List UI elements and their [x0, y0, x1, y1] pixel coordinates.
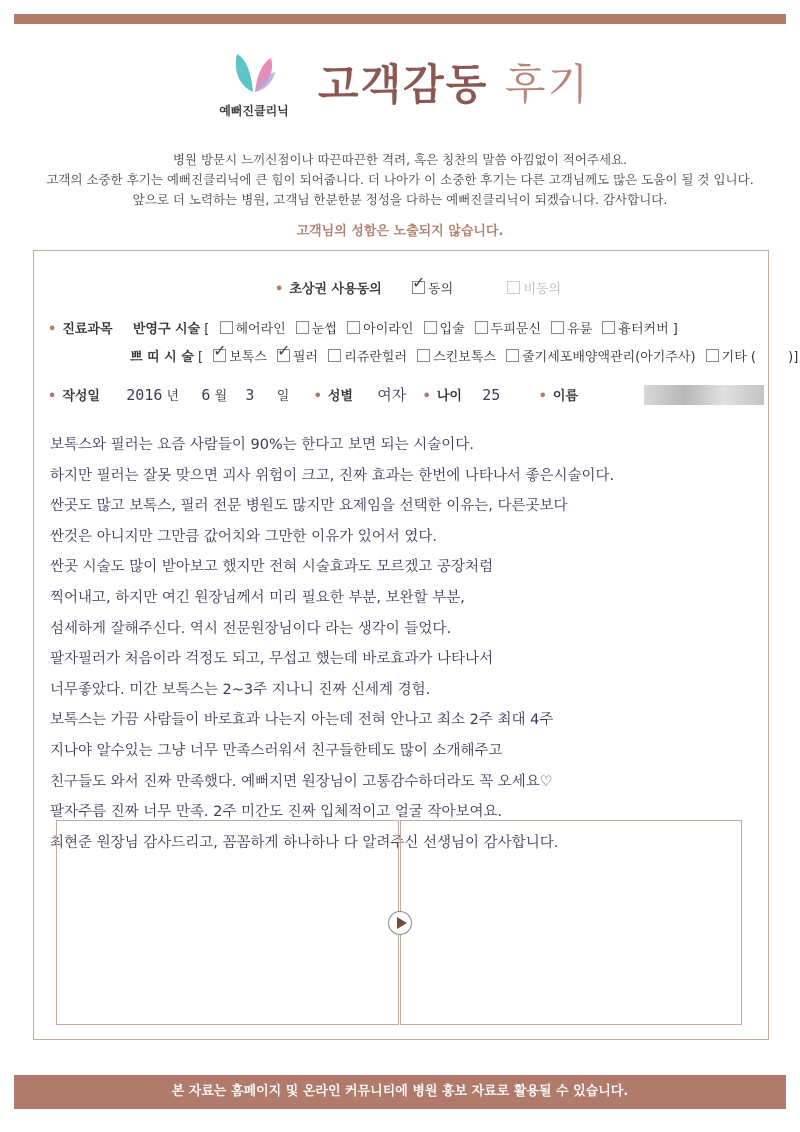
year-value[interactable]: 2016 [126, 386, 163, 404]
option-eyebrow: 눈썹 [311, 322, 337, 337]
title-main: 고객감동 [318, 60, 489, 109]
info-row: • 작성일 2016 년 6 월 3 일 • 성별 여자 • 나이 25 • 이름 [48, 384, 764, 405]
option-scalp: 두피문신 [490, 322, 542, 337]
play-arrow-icon [388, 911, 412, 935]
review-line: 지나야 알수있는 그냥 너무 만족스러워서 친구들한테도 많이 소개해주고 [50, 742, 503, 759]
month-value[interactable]: 6 [201, 386, 211, 404]
title-sub: 후기 [504, 60, 591, 109]
option-areola: 유륜 [567, 322, 593, 337]
footer-note: 본 자료는 홈페이지 및 온라인 커뮤니티에 병원 홍보 자료로 활용될 수 있습니다. [14, 1075, 786, 1109]
consent-row: • 초상권 사용동의 ✓ 동의 비동의 [275, 278, 561, 297]
checkbox-stem-cell[interactable] [506, 349, 519, 362]
checkbox-rejuran[interactable] [328, 349, 341, 362]
consent-disagree-checkbox[interactable] [507, 281, 520, 294]
name-redacted [644, 385, 764, 405]
year-unit: 년 [166, 389, 180, 404]
option-botox: 보톡스 [229, 350, 267, 365]
review-line: 싼곳도 많고 보톡스, 필러 전문 병원도 많지만 요제임을 선택한 이유는, 다른곳보다 [50, 498, 568, 515]
checkbox-areola[interactable] [551, 321, 564, 334]
review-line: 보톡스는 가끔 사람들이 바로효과 나는지 아는데 전혀 안나고 최소 2주 최대 4주 [50, 712, 554, 729]
dept-label: 진료과목 [62, 322, 113, 337]
checkbox-eyebrow[interactable] [296, 321, 309, 334]
clinic-logo [214, 48, 294, 119]
option-skin-botox: 스킨보톡스 [433, 350, 496, 365]
option-rejuran: 리쥬란힐러 [344, 350, 408, 365]
review-line: 친구들도 와서 진짜 만족했다. 예뻐지면 원장님이 고통감수하더라도 꼭 오세요♡ [50, 773, 553, 790]
dept-row-semi-permanent: • 진료과목 반영구 시술 [ 헤어라인 눈썹 아이라인 입술 두피문신 유륜 흉터커버 ] [48, 322, 678, 337]
month-unit: 월 [214, 389, 228, 404]
intro-line: 병원 방문시 느끼신점이나 따끈따끈한 격려, 혹은 칭찬의 말씀 아낌없이 적어주세요. [172, 152, 628, 167]
consent-label: 초상권 사용동의 [289, 282, 382, 297]
consent-agree-label: 동의 [428, 282, 454, 297]
intro-line: 고객의 소중한 후기는 예뻐진클리닉에 큰 힘이 되어줍니다. 더 나아가 이 소중한 후기는 다른 고객님께도 많은 도움이 될 것 입니다. [46, 172, 754, 187]
dept-row-petit: 쁘 띠 시 술 [ ✓보톡스 ✓ 필러 리쥬란힐러 스킨보톡스 줄기세포배양액관리(아기주사) 기타 ( )] [130, 346, 798, 365]
review-line: 팔자주름 진짜 너무 만족. 2주 미간도 진짜 입체적이고 얼굴 작아보여요. [50, 804, 503, 821]
day-unit: 일 [276, 389, 290, 404]
option-hairline: 헤어라인 [235, 322, 286, 337]
review-line: 너무좋았다. 미간 보톡스는 2~3주 지나니 진짜 신세계 경험. [50, 681, 431, 698]
page-title [318, 52, 590, 112]
review-line: 하지만 필러는 잘못 맞으면 괴사 위험이 크고, 진짜 효과는 한번에 나타나서 좋은시술이다. [50, 467, 615, 484]
butterfly-logo-icon [231, 48, 277, 100]
privacy-note: 고객님의 성함은 노출되지 않습니다. [296, 224, 504, 239]
review-line: 보톡스와 필러는 요즘 사람들이 90%는 한다고 보면 되는 시술이다. [50, 437, 474, 453]
option-scar: 흉터커버 [618, 322, 669, 337]
review-line: 팔자필러가 처음이라 걱정도 되고, 무섭고 했는데 바로효과가 나타나서 [50, 651, 494, 668]
date-label: 작성일 [62, 389, 100, 404]
age-label: 나이 [436, 389, 462, 404]
option-stem-cell: 줄기세포배양액관리(아기주사) [522, 350, 696, 365]
option-filler: 필러 [292, 350, 319, 365]
gender-value[interactable]: 여자 [377, 386, 407, 404]
review-text [50, 430, 780, 858]
option-other: 기타 ( [721, 350, 756, 365]
review-line: 싼것은 아니지만 그만큼 값어치와 그만한 이유가 있어서 였다. [50, 528, 438, 545]
clinic-name: 예뻐진클리닉 [219, 104, 289, 118]
top-accent-bar [14, 14, 786, 24]
review-line: 최현준 원장님 감사드리고, 꼼꼼하게 하나하나 다 알려주신 선생님이 감사합니다. [50, 834, 559, 851]
name-label: 이름 [552, 389, 579, 404]
age-value[interactable]: 25 [482, 386, 501, 404]
review-line: 싼곳 시술도 많이 받아보고 했지만 전혀 시술효과도 모르겠고 공장처럼 [50, 559, 494, 576]
checkbox-lips[interactable] [424, 321, 437, 334]
before-photo-box [56, 820, 399, 1025]
checkbox-hairline[interactable] [220, 321, 233, 334]
petit-label: 쁘 띠 시 술 [130, 350, 194, 365]
other-close: )] [788, 350, 799, 365]
checkbox-skin-botox[interactable] [417, 349, 430, 362]
checkbox-scar[interactable] [602, 321, 615, 334]
day-value[interactable]: 3 [245, 386, 255, 404]
checkbox-botox[interactable] [213, 349, 226, 362]
review-line: 섬세하게 잘해주신다. 역시 전문원장님이다 라는 생각이 들었다. [50, 620, 452, 637]
checkbox-eyeliner[interactable] [347, 321, 360, 334]
option-lips: 입술 [439, 322, 465, 337]
intro-text [20, 150, 780, 210]
semi-permanent-label: 반영구 시술 [132, 322, 201, 337]
consent-disagree-label: 비동의 [523, 282, 562, 297]
checkbox-filler[interactable] [277, 349, 290, 362]
gender-label: 성별 [327, 389, 353, 404]
option-eyeliner: 아이라인 [363, 322, 414, 337]
intro-line: 앞으로 더 노력하는 병원, 고객님 한분한분 정성을 다하는 예뻐진클리닉이 되겠습니다. 감사합니다. [132, 192, 668, 207]
checkbox-other[interactable] [706, 349, 719, 362]
after-photo-box [400, 820, 742, 1025]
review-line: 찍어내고, 하지만 여긴 원장님께서 미리 필요한 부분, 보완할 부분, [50, 589, 465, 606]
consent-agree-checkbox[interactable] [412, 281, 425, 294]
checkbox-scalp[interactable] [475, 321, 488, 334]
